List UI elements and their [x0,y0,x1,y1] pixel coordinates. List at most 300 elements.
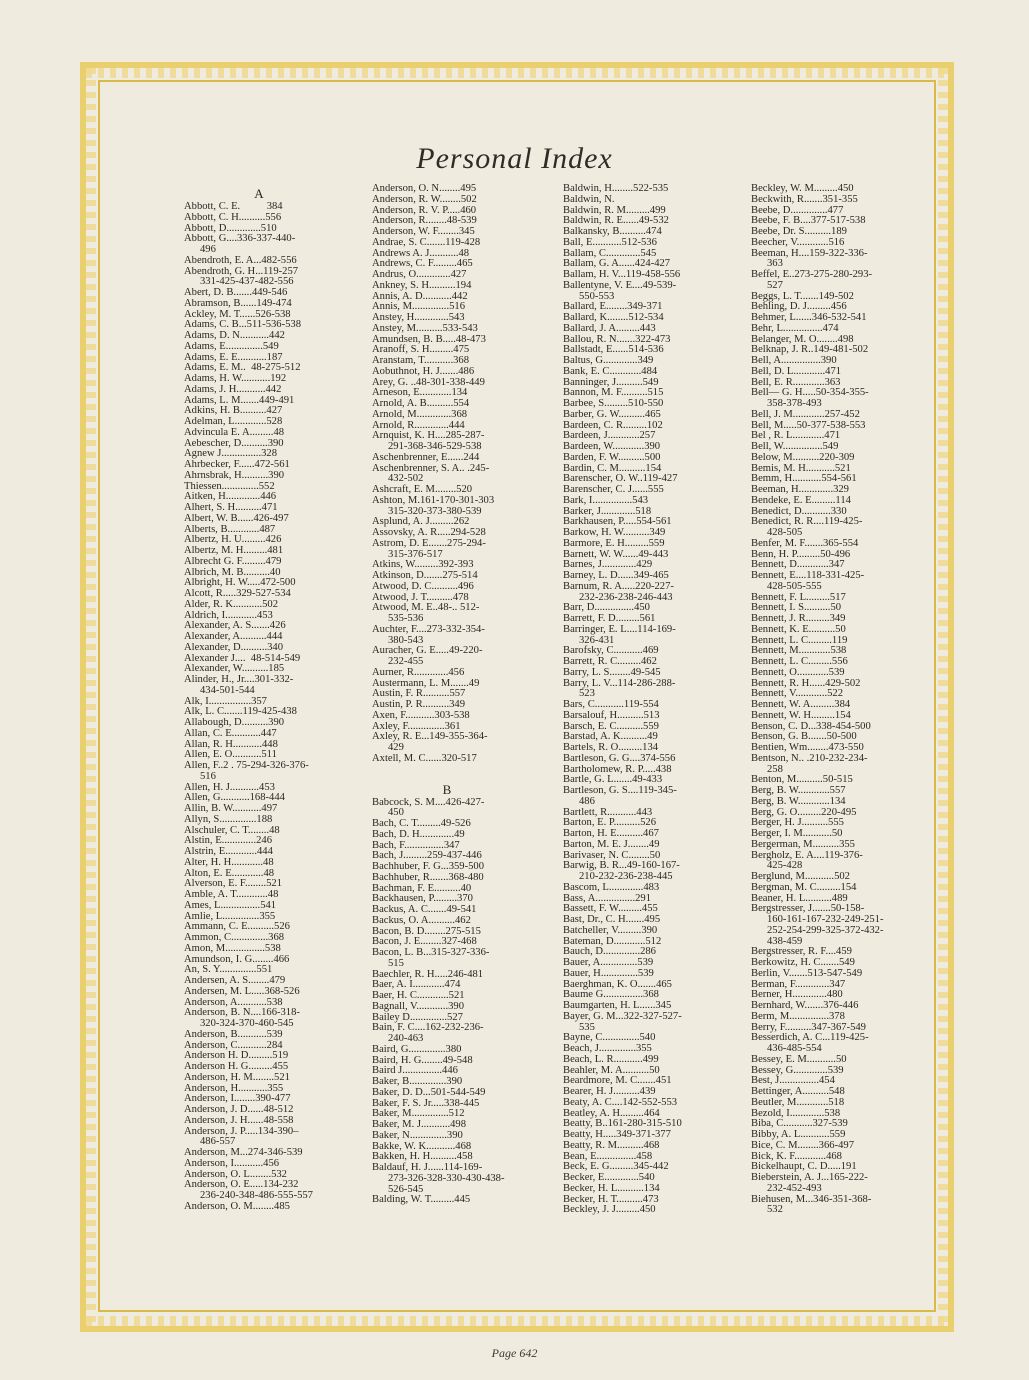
index-entry: Anstey, M..........533-543 [372,322,478,334]
index-entry: Adams, C. B...511-536-538 [184,319,302,331]
index-entry: Bannon, M. F..........515 [563,387,664,399]
index-entry: Beebe, D..............477 [751,204,844,216]
index-entry: Anderson, R. W........502 [372,193,477,205]
index-entry: Abbott, D.............510 [184,222,277,234]
index-entry: Adelman, L............528 [184,416,283,427]
index-entry: Becker, E.............540 [563,1172,655,1183]
index-entry-continuation: 331-425-437-482-556 [200,276,294,288]
index-entry: Bennett, K. E..........50 [751,623,846,635]
index-entry-continuation: 535-536 [388,613,424,624]
index-entry-continuation: 428-505-555 [767,580,822,592]
index-entry-continuation: 496 [200,244,216,255]
index-entry: Ballard, K........512-534 [563,312,664,323]
index-entry: Arnold, R.............444 [372,419,465,431]
index-entry: Anderson, O. E.....134-232 [184,1179,299,1191]
index-entry: Alk, I................357 [184,695,267,707]
index-entry: Beggs, L. T.......149-502 [751,290,854,302]
index-entry: Barenscher, O. W..119-427 [563,473,678,485]
index-entry: Bacon, B. D........275-515 [372,925,481,937]
index-entry: Biba, C...........327-539 [751,1118,848,1130]
index-entry: Alberts, B............487 [184,523,276,535]
index-entry: Baer, A. I............474 [372,979,461,991]
index-entry: Auracher, G. E.....49-220- [372,645,483,657]
index-entry: Bickelhaupt, C. D.....191 [751,1161,857,1173]
index-entry: Albert, W. B......426-497 [184,512,289,524]
index-entry: Aurner, R.............456 [372,666,465,678]
index-entry: Anderson, O. N........495 [372,183,477,194]
index-entry: Bassett, F. W.........455 [563,903,658,915]
index-entry: Belknap, J. R..149-481-502 [751,344,869,356]
index-entry: Baker, D. D...501-544-549 [372,1086,486,1098]
index-entry: Aitken, H.............446 [184,491,277,503]
index-entry: Ankney, S. H..........194 [372,279,472,291]
top-ornament [86,68,948,78]
index-entry-continuation: 315-320-373-380-539 [388,505,482,517]
index-entry: Balding, W. T.........445 [372,1194,471,1206]
index-entry: Alexander J.... 48-514-549 [184,652,301,664]
index-entry: Bacon, J. E........327-468 [372,936,477,948]
index-entry: Bendeke, E. E.........114 [751,494,851,506]
index-entry: Bergman, M. C.........154 [751,881,857,893]
index-entry: Albright, H. W.....472-500 [184,577,296,589]
index-entry: Bieberstein, A. J...165-222- [751,1172,868,1183]
index-entry: Ames, L...............541 [184,899,277,911]
index-entry-continuation: 516 [200,770,216,782]
index-entry: Beebe, Dr. S..........189 [751,226,847,237]
index-entry: Baer, H. C............521 [372,990,465,1001]
index-entry: Beckley, J. J.........450 [563,1204,656,1216]
index-entry-continuation: 273-326-328-330-430-438- [388,1172,505,1184]
index-entry: Baumgarten, H. L......345 [563,1000,672,1011]
index-entry: Anderson, H. M........521 [184,1071,290,1083]
index-entry: Belanger, M. O........498 [751,333,854,345]
index-entry: Benson, C. D...338-454-500 [751,720,871,732]
index-entry: Barber, G. W..........465 [563,408,661,420]
index-entry: Best, J...............454 [751,1075,835,1087]
index-entry: Barsalouf, H..........513 [563,709,660,721]
index-entry: Barden, F. W..........500 [563,451,661,463]
index-entry-continuation: 436-485-554 [767,1043,822,1054]
index-entry: Albrecht G. F.........479 [184,555,282,567]
index-entry: Ashton, M.161-170-301-303 [372,494,495,506]
index-entry: Beck, E. G.........345-442 [563,1161,669,1173]
index-entry: Bergstresser, R. F....459 [751,946,852,958]
index-entry: Alder, R. K...........502 [184,598,279,610]
index-entry: Bennett, L. C.........119 [751,634,848,646]
index-entry: Bars, C...........119-554 [563,699,659,710]
index-entry: Becker, H. T..........473 [563,1193,659,1205]
index-entry: Bennett, L. C.........556 [751,656,848,667]
index-entry: Allen, H. J...........453 [184,781,275,793]
index-entry: Bank, E. C............484 [563,365,658,377]
index-entry: Benn, H. P.........50-496 [751,548,851,560]
index-entry: Anderson, M...274-346-539 [184,1147,303,1158]
index-entry: Bach, D. H.............49 [372,828,465,840]
index-entry: Albertz, H. U.........426 [184,534,282,546]
index-entry: Bacon, L. B...315-327-336- [372,947,490,958]
index-entry: Allin, B. W...........497 [184,803,278,814]
index-entry: Bach, J.........259-437-446 [372,850,482,862]
index-entry: Bast, Dr., C. H.......495 [563,914,661,925]
index-entry: Beckwith, R.......351-355 [751,193,858,205]
index-entry: Allan, C. E...........447 [184,727,277,739]
index-entry: Andrews A. J...........48 [372,247,470,259]
index-entry: Aldrich, I............453 [184,609,273,621]
index-entry: Abramson, B......149-474 [184,297,292,309]
index-entry: Beatty, R. M..........468 [563,1139,660,1151]
index-entry: Bakken, H. H..........458 [372,1151,473,1163]
index-entry: Bezold, I.............538 [751,1107,841,1119]
index-entry: Bennett, W. H.........154 [751,709,851,721]
index-entry: Andersen, A. S........479 [184,975,286,986]
index-column-4 [751,184,884,1216]
index-entry: Bardeen, J............257 [563,430,656,442]
index-entry: Anderson, B...........539 [184,1028,283,1040]
index-entry: Ackley, M. T......526-538 [184,308,291,320]
index-entry: Aranoff, S. H.........475 [372,344,470,356]
index-entry: Bell, E. R............363 [751,376,841,388]
index-entry: Benfer, M. F.......365-554 [751,537,859,549]
index-entry: Baldwin, N. [563,193,615,205]
index-entry: Berlin, V.......513-547-549 [751,967,863,979]
index-entry: Beebe, F. B....377-517-538 [751,215,866,227]
index-entry-continuation: 210-232-236-238-445 [579,871,673,882]
index-entry: Baird, H. G........49-548 [372,1054,473,1066]
index-entry: Banninger, J..........549 [563,376,659,388]
index-entry: Bartleson, G. G....374-556 [563,752,676,764]
index-entry: Berg, B. W............557 [751,785,846,796]
index-entry: Barbee, S.........510-550 [563,398,664,409]
index-entry: Bice, C. M........366-497 [751,1139,854,1151]
index-entry: Abbott, C. H..........556 [184,211,282,223]
index-entry: Barry, L. V...114-286-288- [563,677,676,689]
index-entry: Beach, L. R...........499 [563,1053,659,1065]
index-entry: Bagnall, V............390 [372,1000,465,1012]
index-entry: Anstey, H.............543 [372,312,465,323]
index-entry: Baltus, G.............349 [563,355,654,366]
index-entry: Bemm, H...........554-561 [751,473,857,485]
index-entry: Anderson, J. D......48-512 [184,1104,294,1115]
index-entry: Arnquist, K. H....285-287- [372,430,485,442]
index-entry: Austin, F. R..........557 [372,688,466,700]
index-entry: Berm, M...............378 [751,1010,845,1022]
index-entry: Bach, F...............347 [372,839,460,851]
index-entry-continuation: 486 [579,795,595,807]
index-entry-continuation: 515 [388,957,404,969]
index-entry: Austin, P. R..........349 [372,699,466,710]
index-entry: Baker, N..............390 [372,1129,463,1141]
index-entry: Anderson, O. L........532 [184,1168,287,1180]
index-entry-continuation: 438-459 [767,935,803,947]
index-entry: Axen, F...........303-538 [372,709,470,721]
index-entry: Baldauf, H. J......114-169- [372,1162,483,1173]
index-entry: Alverson, E. F........521 [184,878,283,890]
index-entry: Bakke, W. K...........468 [372,1140,472,1152]
index-entry: Benedict, D...........330 [751,505,847,517]
index-entry: Berger, H. J..........555 [751,817,844,829]
left-ornament [86,68,96,1326]
index-entry: Anderson H. G.........455 [184,1061,289,1072]
index-entry: Anderson, R........48-539 [372,215,477,227]
index-entry: Anderson, J. P.....134-390– [184,1125,299,1137]
index-entry: Barsch, E. C..........559 [563,720,659,732]
section-spacer [372,765,522,780]
index-entry: Beeman, H.............329 [751,484,849,495]
index-entry-continuation: 320-324-370-460-545 [200,1018,294,1029]
index-entry: Ballstadt, E......514-536 [563,344,664,356]
index-entry: Barton, E. P..........526 [563,817,656,829]
index-entry: Beecher, V............516 [751,236,845,248]
index-entry: Adams, E. M.. 48-275-512 [184,362,301,374]
index-entry: Amon, M...............538 [184,942,281,954]
index-entry: Allen, F..2 . 75-294-326-376- [184,760,309,771]
index-entry: Andrae, S. C.......119-428 [372,236,481,248]
index-entry-continuation: 232-452-493 [767,1182,822,1194]
index-entry: Abert, D. B.......449-546 [184,287,288,298]
index-entry: Amundsen, B. B.....48-473 [372,333,486,345]
index-entry: Benton, M..........50-515 [751,774,853,786]
index-entry: Agnew J...............328 [184,448,277,460]
index-entry: Baldwin, H........522-535 [563,183,669,194]
index-entry: Anderson, B. N....166-318- [184,1007,300,1019]
index-column-3 [563,184,682,1216]
index-entry: Aranstam, T...........368 [372,355,469,366]
index-entry: Allen, E. O...........511 [184,749,277,761]
index-entry: Ball, E...........512-536 [563,236,657,248]
index-entry: Bergstresser, J.......50-158- [751,903,865,915]
index-entry-continuation: 425-428 [767,860,803,872]
index-entry: Ballam, C.............545 [563,247,657,259]
index-entry: Anderson, J. H......48-558 [184,1114,294,1126]
index-entry: Ballard, E........349-371 [563,301,663,313]
index-entry-continuation: 291-368-346-529-538 [388,441,482,452]
index-entry: Amlie, L..............355 [184,910,276,922]
index-entry: Bardeen, C. R.........102 [563,419,663,431]
index-entry: Ahrnsbrak, H..........390 [184,469,285,481]
index-entry: Astrom, D. E.......275-294- [372,537,486,549]
index-entry: Alstrin, E............444 [184,846,273,857]
index-entry: Austermann, L. M.......49 [372,677,480,689]
index-entry: Babcock, S. M....426-427- [372,796,485,808]
index-entry: Bach, C. T.........49-526 [372,818,471,829]
index-entry: Adams, H. W...........192 [184,373,287,384]
index-entry: Bennett, W. A.........384 [751,699,851,710]
index-entry: Beaty, A. C....142-552-553 [563,1096,678,1108]
index-entry: Andersen, M. L.....368-526 [184,985,300,997]
index-entry: Becker, H. L..........134 [563,1182,660,1194]
page-title: Personal Index [416,142,613,175]
index-entry-continuation: 315-376-517 [388,548,443,560]
index-entry: Bartle, G. L.......49-433 [563,774,663,786]
index-entry: Alinder, H., Jr....301-332- [184,674,294,685]
index-entry: Beatley, A. H.........464 [563,1107,660,1119]
index-entry: Alton, E. E............48 [184,867,275,879]
index-entry: Berry, F..........347-367-549 [751,1021,866,1033]
index-entry: Bauer, A..............539 [563,957,654,968]
index-entry: Advincula E. A.........48 [184,426,285,438]
index-entry: Bardeen, W............390 [563,441,661,452]
index-entry: Bennett, O............539 [751,666,845,678]
index-entry-continuation: 240-463 [388,1033,424,1044]
index-entry: Baker, M. J...........498 [372,1119,467,1130]
index-entry: Asplund, A. J.........262 [372,516,470,528]
index-entry: Bark, I...............543 [563,494,649,506]
index-entry: Baird J...............446 [372,1065,458,1077]
index-entry: Baker, B..............390 [372,1076,463,1087]
index-entry-continuation: 429 [388,742,404,753]
index-entry: Atwood, D. C..........496 [372,580,474,592]
index-entry: Bachman, F. E..........40 [372,882,472,894]
index-entry: Bascom, L.............483 [563,881,660,893]
index-entry-continuation: 358-378-493 [767,398,822,409]
index-entry: Bell, W...............549 [751,441,839,452]
index-entry: Barney, L. D......349-465 [563,570,669,581]
index-entry: Alstin, E.............246 [184,835,272,847]
index-entry: Aobuthnot, H. J.......486 [372,365,475,377]
index-entry: Alexander, D..........340 [184,641,284,653]
index-entry: Bain, F. C....162-232-236- [372,1022,484,1034]
index-entry: Adams, L. M.......449-491 [184,394,295,406]
index-entry-continuation: 432-502 [388,473,424,485]
index-entry: Berglund, M...........502 [751,871,850,882]
index-entry: Berman, F.............347 [751,978,846,990]
index-entry: Andrus, O.............427 [372,269,467,280]
index-entry: Bennett, J. R.........349 [751,613,846,624]
index-entry: Bell, M.....50-377-538-553 [751,419,866,431]
index-entry: Bartels, R. O.........134 [563,742,659,753]
index-entry: Beaner, H. L..........489 [751,892,848,904]
index-entry: Abendroth, G. H...119-257 [184,265,299,277]
index-entry: Bennett, I. S..........50 [751,602,842,614]
index-entry: Barwig, B. R...49-160-167- [563,860,680,872]
index-entry: Bemis, M. H...........521 [751,462,851,474]
index-entry: Ballentyne, V. E....49-539- [563,279,677,291]
index-entry: Backus, O. A..........462 [372,914,471,926]
index-entry: Amble, A. T............48 [184,889,279,900]
index-entry-continuation: 527 [767,279,783,291]
index-entry: Bentson, N.. .210-232-234- [751,752,868,764]
index-entry: Bateman, D............512 [563,935,662,947]
index-entry-continuation: 434-501-544 [200,684,255,696]
index-entry: Balkansky, B..........474 [563,226,662,237]
index-entry-continuation: 486-557 [200,1136,236,1148]
index-entry-continuation: 450 [388,807,404,819]
index-entry: Abbott, C. E. 384 [184,201,283,212]
index-entry-continuation: 532 [767,1204,783,1216]
index-entry: Anderson, I........390-477 [184,1093,291,1105]
index-entry: Annis, A. D...........442 [372,290,468,302]
index-entry: Bennett, V............522 [751,688,844,700]
index-entry: Bettinger, A..........548 [751,1086,845,1097]
index-entry-continuation: 252-254-299-325-372-432- [767,924,884,936]
index-entry: Allyn, S..............188 [184,813,273,825]
index-entry: Barton, H. E..........467 [563,828,659,839]
index-entry: Bell, J. M............257-452 [751,408,860,420]
index-entry: Thiessen..............552 [184,480,275,492]
index-entry: Bell, A...............390 [751,355,837,366]
index-entry: Bell— G. H.....50-354-355- [751,387,869,399]
index-entry: Ballard, J. A.........443 [563,322,656,334]
index-entry: Adams, J. H...........442 [184,383,282,395]
index-entry: Barrett, R. C.........462 [563,656,657,667]
index-entry: Bardin, C. M..........154 [563,462,662,474]
index-entry: Bergerman, M..........355 [751,838,855,850]
index-entry: Bearer, H. J..........439 [563,1086,656,1097]
index-entry: Alter, H. H............48 [184,856,274,868]
index-entry: Bessey, E. M...........50 [751,1053,847,1065]
index-entry-continuation: 380-543 [388,634,424,646]
index-entry: An, S. Y..............551 [184,964,273,976]
index-entry: Berg, G. O.........220-495 [751,806,857,818]
index-entry-continuation: 363 [767,258,783,270]
index-entry: Arnold, A. B..........554 [372,398,470,409]
index-entry: Bartlett, R...........443 [563,806,653,818]
index-entry: Beatty, H.....349-371-377 [563,1129,671,1140]
index-entry: Bauer, H..............539 [563,967,654,979]
index-entry: Abbott, G....336-337-440- [184,233,296,245]
index-entry-continuation: 523 [579,688,595,700]
index-entry: Berg, B. W............134 [751,795,846,807]
index-entry: Ammann, C. E..........526 [184,921,290,933]
index-entry: Bass, A...............291 [563,892,651,904]
index-entry: Arey, G. ..48-301-338-449 [372,376,485,388]
index-entry: Baird, G..............380 [372,1043,462,1055]
index-entry: Barofsky, C...........469 [563,645,659,657]
index-entry: Albertz, M. H.........481 [184,545,284,556]
index-entry: Barry, L. S........49-545 [563,666,661,678]
index-entry: Bachhuber, R.......368-480 [372,871,484,883]
index-entry: Bauch, D..............286 [563,946,656,958]
right-ornament [938,68,948,1326]
index-entry: Atkins, W.........392-393 [372,559,474,571]
index-entry-continuation: 232-455 [388,656,424,667]
index-entry: Anderson, H...........355 [184,1082,284,1094]
index-entry: Baechler, R. H.....246-481 [372,968,484,980]
bottom-ornament [86,1316,948,1326]
index-entry: Beach, J..............355 [563,1043,652,1054]
index-entry-continuation: 258 [767,763,783,775]
index-entry: Barrett, F. D.........561 [563,613,656,624]
index-entry: Barnum, R. A.....220-227- [563,580,674,592]
index-entry: Bell, D. L............471 [751,365,842,377]
index-entry-continuation: 428-505 [767,527,803,538]
index-entry-continuation: 236-240-348-486-555-557 [200,1190,313,1201]
index-entry: Aschenbrenner, E......244 [372,451,480,463]
index-entry: Bick, K. F............468 [751,1150,842,1162]
index-entry: Baker, M..............512 [372,1108,465,1120]
section-letter: A [254,186,264,201]
index-entry-continuation: 160-161-167-232-249-251- [767,914,884,925]
index-entry: Anderson, O. M........485 [184,1200,290,1212]
index-entry: Barr, D...............450 [563,602,650,614]
index-entry-continuation: 550-553 [579,290,615,302]
index-entry: Bibby, A. L...........559 [751,1129,846,1140]
index-entry: Beeman, H....159-322-336- [751,247,868,259]
index-entry: Alexander, W..........185 [184,663,285,675]
index-entry: Albrich, M. B..........40 [184,566,281,578]
index-column-1 [184,184,334,1213]
index-entry: Beardmore, M. C.......451 [563,1075,672,1087]
index-entry: Bennett, D............347 [751,559,845,571]
index-entry: Beffel, E..273-275-280-293- [751,269,873,280]
index-entry: Bailey D..............527 [372,1011,463,1023]
index-entry: Bernhard, W.......376-446 [751,1000,859,1011]
index-entry: Axley, R. E...149-355-364- [372,731,488,743]
index-entry: Benedict, R. R....119-425- [751,516,863,528]
index-entry: Baume G...............368 [563,989,659,1001]
index-entry: Barnett, W. W......49-443 [563,548,669,560]
index-entry: Baerghman, K. O.......465 [563,978,672,990]
